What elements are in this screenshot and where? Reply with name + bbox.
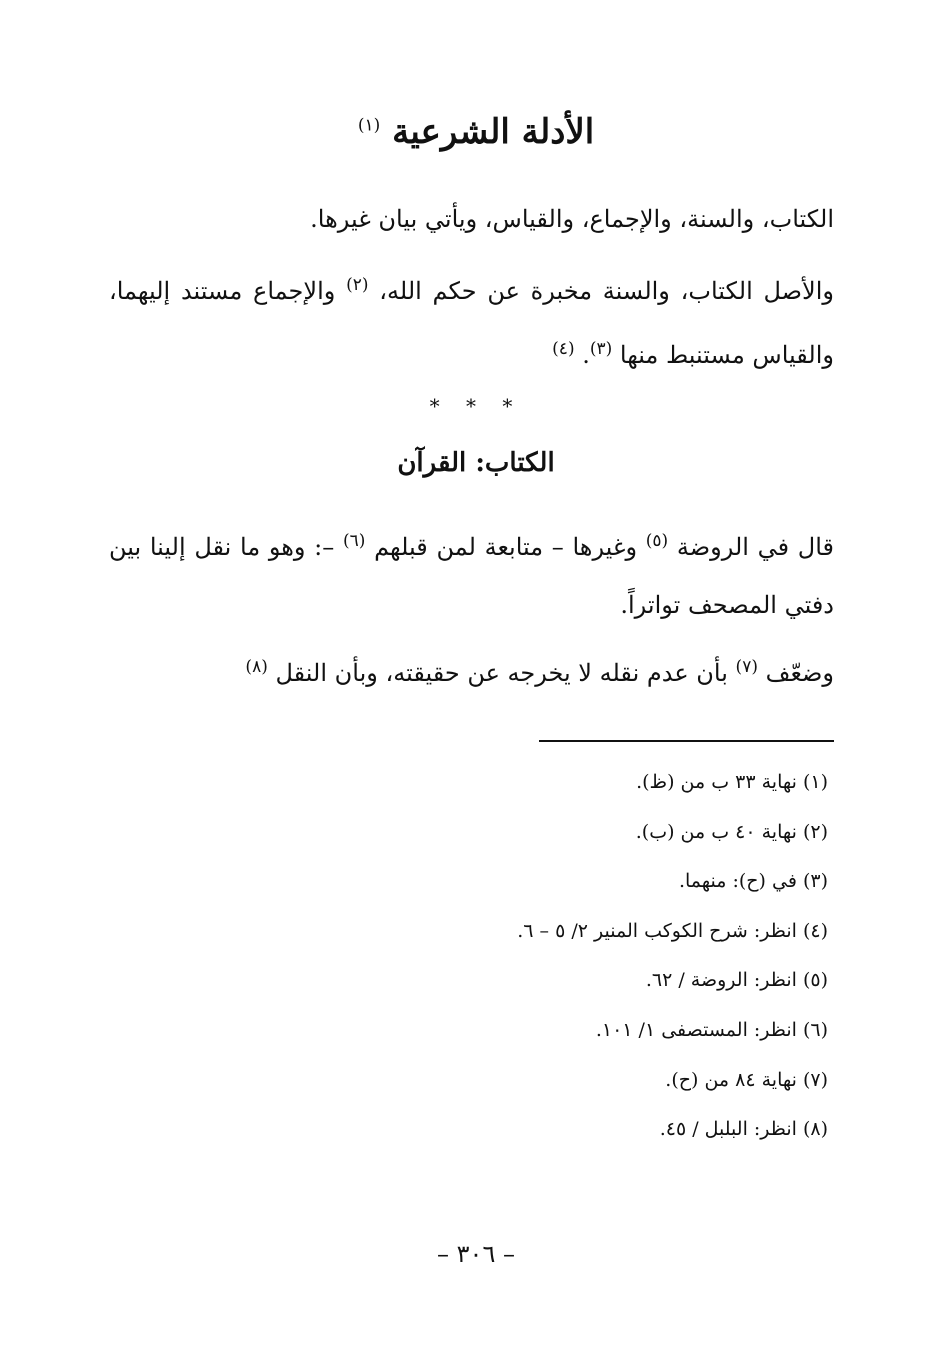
- section-paragraph-2: [109, 638, 834, 702]
- paragraph-text: .: [582, 341, 590, 369]
- footnote-number: (٥): [802, 969, 828, 992]
- page-number: – ٣٠٦ –: [437, 1240, 515, 1268]
- footnote-item: [328, 911, 828, 961]
- paragraph-text: قال في الروضة: [676, 533, 834, 561]
- footnote-number: (٢): [802, 820, 828, 843]
- footnote-item: [328, 861, 828, 911]
- footnote-text: نهاية ٤٠ ب من (ب).: [635, 820, 797, 843]
- intro-paragraph-2: [109, 256, 834, 384]
- intro-paragraph-1: الكتاب، والسنة، والإجماع، والقياس، ويأتي بيان غيرها.: [310, 205, 834, 233]
- footnote-text: انظر: الروضة / ٦٢.: [645, 969, 797, 992]
- paragraph-text: وغيرها – متابعة لمن قبلهم: [374, 533, 638, 561]
- section-separator: * * *: [429, 394, 523, 418]
- footnote-text: نهاية ٨٤ من (ح).: [665, 1068, 797, 1091]
- footnote-ref-5[interactable]: (٥): [645, 531, 669, 551]
- footnote-number: (١): [802, 771, 828, 793]
- footnote-text: انظر: البلبل / ٤٥.: [659, 1118, 797, 1141]
- footnote-item: [328, 812, 828, 862]
- footnote-divider: [539, 740, 834, 742]
- footnote-ref-1[interactable]: (١): [357, 115, 381, 136]
- footnote-ref-3[interactable]: (٣): [589, 339, 613, 359]
- paragraph-text: بأن عدم نقله لا يخرجه عن حقيقته، وبأن النقل: [275, 659, 728, 687]
- footnote-ref-2[interactable]: (٢): [346, 275, 369, 295]
- paragraph-text: –: وهو ما نقل إلينا بين دفتي المصحف تواتراً.: [109, 533, 834, 619]
- footnote-text: في (ح): منهما.: [678, 870, 797, 893]
- footnote-item: [328, 1109, 828, 1159]
- footnote-ref-6[interactable]: (٦): [342, 531, 366, 551]
- footnote-text: انظر: المستصفى ١/ ١٠١.: [595, 1018, 797, 1041]
- footnotes-list: [328, 762, 828, 1159]
- paragraph-text: والإجماع مستند إليهما، والقياس مستنبط منها: [109, 277, 834, 369]
- footnote-item: [328, 762, 828, 812]
- footnote-number: (٨): [802, 1118, 828, 1141]
- footnote-text: نهاية ٣٣ ب من (ظ).: [636, 771, 797, 793]
- title-text: الأدلة الشرعية: [392, 112, 595, 152]
- section-title: الكتاب: القرآن: [397, 448, 555, 478]
- paragraph-text: والأصل الكتاب، والسنة مخبرة عن حكم الله،: [379, 277, 835, 305]
- footnote-item: [328, 1060, 828, 1110]
- footnote-item: [328, 1010, 828, 1060]
- footnote-number: (٧): [802, 1068, 828, 1091]
- footnote-number: (٤): [802, 919, 828, 942]
- page-title: [0, 112, 952, 152]
- footnote-text: انظر: شرح الكوكب المنير ٢/ ٥ – ٦.: [517, 919, 797, 942]
- footnote-ref-7[interactable]: (٧): [735, 657, 758, 677]
- paragraph-text: وضعّف: [765, 659, 834, 687]
- footnote-number: (٦): [802, 1018, 828, 1041]
- footnote-ref-4[interactable]: (٤): [552, 339, 575, 359]
- footnote-ref-8[interactable]: (٨): [245, 657, 268, 677]
- footnote-number: (٣): [802, 870, 828, 893]
- section-paragraph-1: [109, 512, 834, 634]
- footnote-item: [328, 960, 828, 1010]
